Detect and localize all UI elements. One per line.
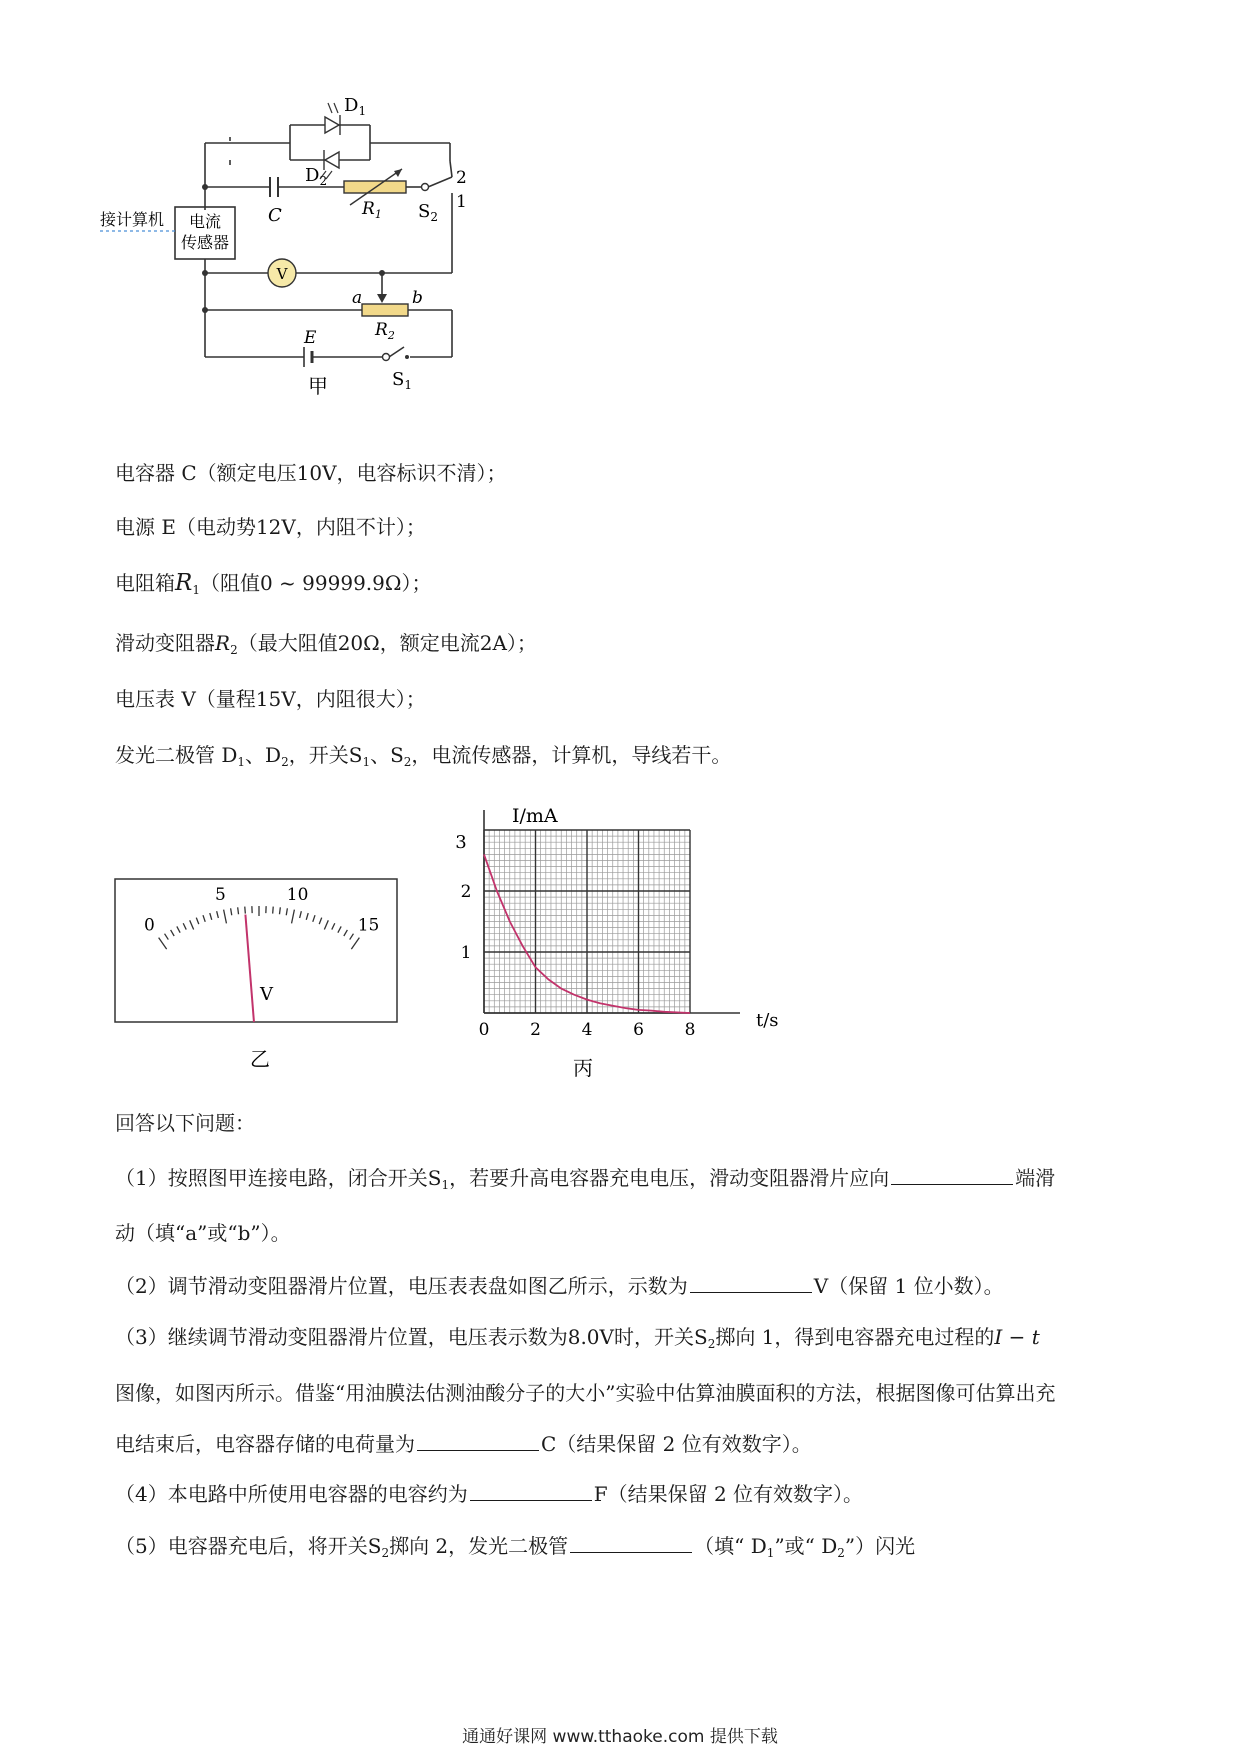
meter-tick <box>245 907 246 914</box>
sensor-label-line2: 传感器 <box>180 233 230 252</box>
label-d1: $D_1$ <box>344 95 367 118</box>
caption-bing: 丙 <box>573 1056 593 1080</box>
material-voltmeter: 电压表 V（量程15V，内阻很大）； <box>115 687 426 711</box>
x-tick-label: 6 <box>633 1020 644 1040</box>
y-axis-label: I/mA <box>512 805 558 827</box>
question-1-line2: 动（填“a”或“b”）。 <box>115 1221 291 1245</box>
meter-tick-label: 0 <box>144 915 155 936</box>
footer-text: 通通好课网 www.tthaoke.com 提供下载 <box>462 1727 778 1747</box>
x-tick-label: 4 <box>581 1020 593 1040</box>
meter-frame <box>115 879 397 1022</box>
y-tick-label: 1 <box>460 943 472 963</box>
meter-unit-label: V <box>260 984 273 1005</box>
question-1-line1: （1）按照图甲连接电路，闭合开关$S_1$，若要升高电容器充电电压，滑动变阻器滑片应向 端滑 <box>115 1162 1055 1200</box>
label-contact-2: 2 <box>456 168 467 188</box>
question-4: （4）本电路中所使用电容器的电容约为 F（结果保留 2 位有效数字）。 <box>115 1478 863 1509</box>
question-2: （2）调节滑动变阻器滑片位置，电压表表盘如图乙所示，示数为 V（保留 1 位小数）。 <box>115 1270 1004 1301</box>
x-axis-label: t/s <box>756 1010 779 1031</box>
question-3-line1: （3）继续调节滑动变阻器滑片位置，电压表示数为8.0V时，开关$S_2$掷向 1，得到电容器充电过程的I − t <box>115 1325 1040 1351</box>
material-resistance-box: 电阻箱$R_1$（阻值0 ~ 99999.9Ω）； <box>115 570 432 597</box>
answer-blank-5[interactable] <box>570 1530 692 1553</box>
meter-tick <box>279 907 280 914</box>
label-s1: $S_1$ <box>392 369 412 392</box>
meter-tick-label: 10 <box>286 884 309 905</box>
meter-tick <box>273 907 274 914</box>
caption-jia: 甲 <box>308 374 328 398</box>
question-5: （5）电容器充电后，将开关$S_2$掷向 2，发光二极管 （填“ $D_1$”或“ $D_2$”）闪光 <box>115 1530 915 1568</box>
label-contact-1: 1 <box>456 192 467 212</box>
current-time-chart <box>455 800 788 1080</box>
question-3-line2: 图像，如图丙所示。借鉴“用油膜法估测油酸分子的大小”实验中估算油膜面积的方法，根据图像可估算出充 <box>115 1381 1056 1405</box>
answer-blank-1[interactable] <box>891 1162 1013 1185</box>
material-source: 电源 E（电动势12V，内阻不计）； <box>115 515 426 539</box>
material-capacitor: 电容器 C（额定电压10V，电容标识不清）； <box>115 461 507 485</box>
x-tick-label: 8 <box>684 1020 696 1040</box>
sensor-label-line1: 电流 <box>188 212 222 231</box>
label-e: E <box>304 328 317 348</box>
voltmeter-dial <box>112 876 402 1076</box>
answer-blank-2[interactable] <box>690 1270 812 1293</box>
label-b: b <box>412 288 423 308</box>
meter-tick-label: 15 <box>357 915 380 936</box>
label-d2: $D_2$ <box>305 165 328 188</box>
y-tick-label: 2 <box>460 882 472 902</box>
circuit-diagram <box>100 95 550 445</box>
meter-tick <box>238 907 239 914</box>
material-diodes: 发光二极管 $D_1$、$D_2$，开关$S_1$、$S_2$，电流传感器，计算机，导线若干。 <box>115 743 732 769</box>
label-r1: $R_1$ <box>362 199 382 221</box>
question-3-line3: 电结束后，电容器存储的电荷量为 C（结果保留 2 位有效数字）。 <box>115 1428 812 1459</box>
voltmeter-symbol: V <box>276 265 288 283</box>
answer-blank-4[interactable] <box>470 1478 592 1501</box>
label-c: C <box>268 205 282 226</box>
x-tick-label: 0 <box>478 1020 490 1040</box>
label-a: a <box>352 288 363 308</box>
material-rheostat: 滑动变阻器$R_2$（最大阻值20Ω，额定电流2A）； <box>115 631 537 657</box>
label-s2: $S_2$ <box>418 201 438 224</box>
y-tick-label-3: 3 <box>455 832 467 853</box>
caption-yi: 乙 <box>250 1047 270 1071</box>
label-computer: 接计算机 <box>100 210 165 229</box>
x-tick-label: 2 <box>530 1020 541 1040</box>
label-r2: $R_2$ <box>375 320 395 342</box>
answer-blank-3[interactable] <box>417 1428 539 1451</box>
meter-tick-label: 5 <box>214 884 226 905</box>
questions-intro: 回答以下问题： <box>115 1111 255 1135</box>
